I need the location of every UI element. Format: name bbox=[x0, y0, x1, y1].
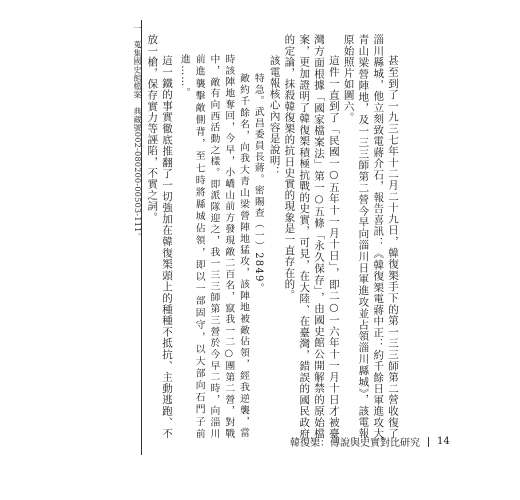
paragraph-1: 甚至到了一九三七年十二月二十九日，韓復榘手下的第一三三師第二營收復了淄川縣城，他立刻致電蔣介石，報告喜訊：《韓復榘電蔣中正：約千餘日軍進攻大青山梁營陣地，及一三三師第二營今早向淄川日軍進攻並占領淄川縣城》，該電報原始照片如圖六。 bbox=[342, 34, 399, 439]
paragraph-2: 這件一直到了「民國一○五年十一月十日」，即二○一六年十一月十日才被臺灣方面根據「國家檔案法」第一○五條「永久保存」，由國史館公開解禁的原始檔案，更加證明了韓復榘積極抗戰的史實，可見，在大陸、在臺灣，錯誤的國民政府的定論，抹殺韓復榘的抗日史實的現象是一直存在的。 bbox=[283, 34, 340, 439]
quote-line-1: 特急。武昌委員長蔣。密賜查（一）2849。 bbox=[252, 73, 264, 295]
body-text bbox=[146, 34, 400, 439]
telegram-quote bbox=[176, 34, 265, 439]
page-footer bbox=[290, 434, 450, 449]
page-number: 14 bbox=[437, 436, 450, 447]
paragraph-3: 該電報核心內容是說明： bbox=[268, 55, 281, 178]
quote-line-2: 敵約千餘名，向我大青山梁營陣地猛攻，該陣地被敵佔領，經我逆襲，當時該陣地奪回，今早，小嶠山前方發現敵二百名，竄我一二○團第二營，對戰中，敵有向西活動之樣。即派隊迎之，我一三三師第三營於今早二時，向淄川前進襲擊敵側背，至七時將縣城佔領，即以一部固守，以大部向石門子前進……。 bbox=[178, 53, 250, 439]
book-title: 韓復榘：傳說與史實對比研究 bbox=[290, 438, 420, 449]
footer-separator bbox=[428, 437, 429, 447]
closing-paragraph: 這一鐵的事實徹底推翻了一切強加在韓復榘頭上的種種不抵抗、主動逃跑、不放一槍，保存實力等誣陷，不實之詞。 bbox=[146, 34, 174, 439]
footnote-text: 一 蒐集國史館檔案 典藏號002-080200-00503-111。 bbox=[133, 24, 142, 241]
